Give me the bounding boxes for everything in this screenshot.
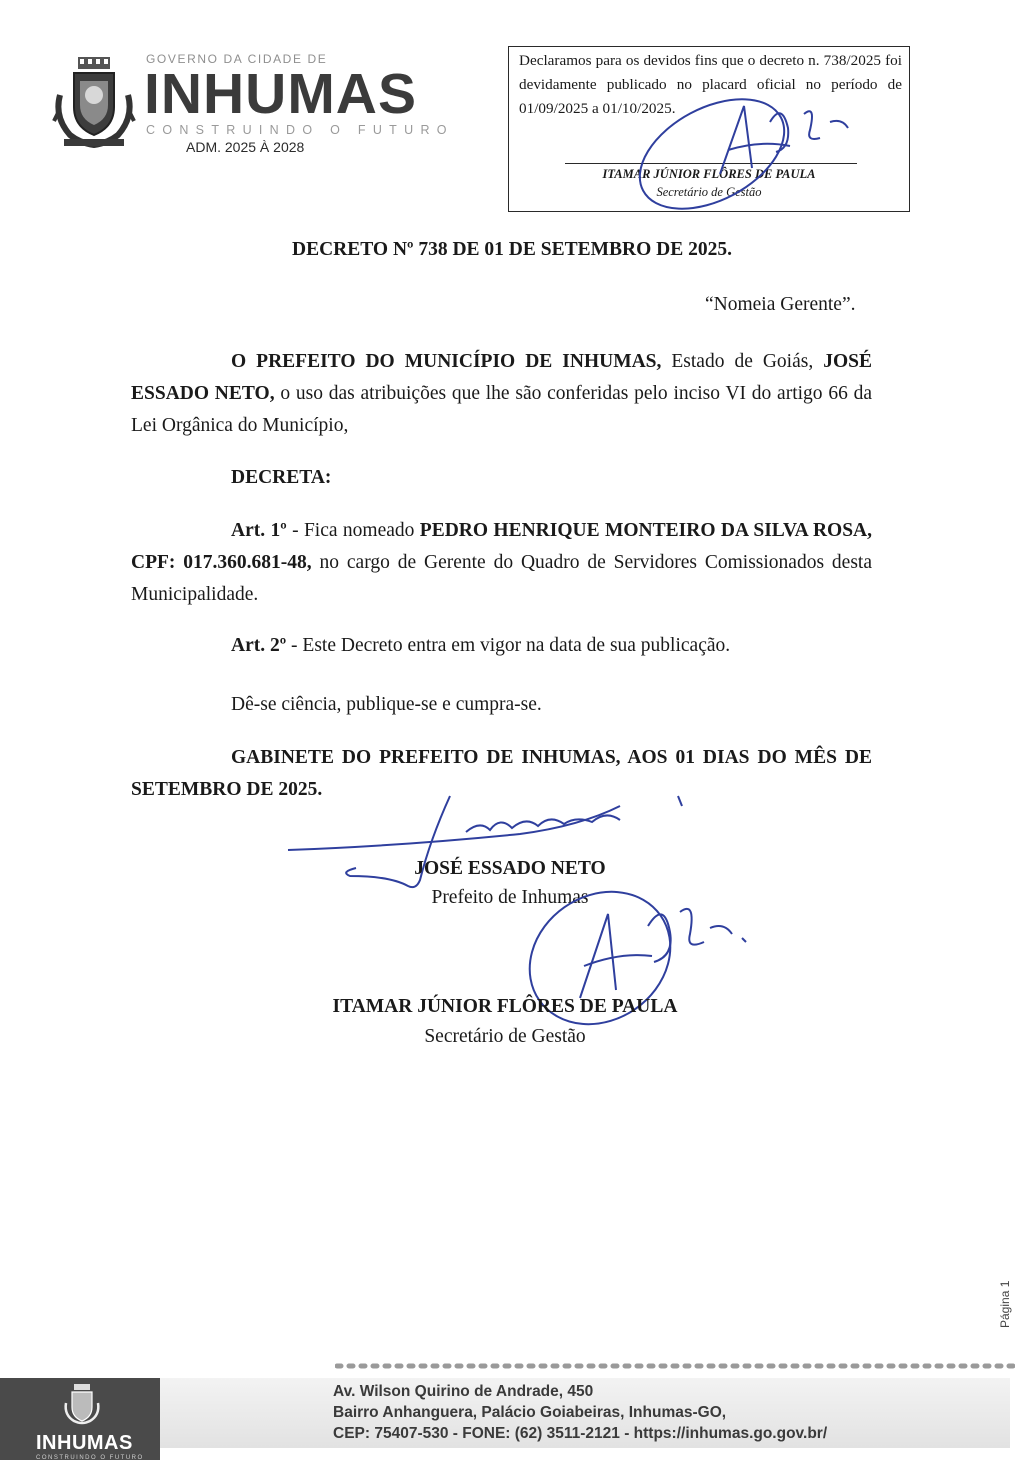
footer-logo-slogan: CONSTRUINDO O FUTURO [36, 1455, 144, 1461]
footer-address-district: Bairro Anhanguera, Palácio Goiabeiras, Inhumas-GO, [333, 1404, 727, 1421]
publication-certificate-box [508, 46, 910, 212]
mayor-name: JOSÉ ESSADO NETO [414, 858, 606, 879]
page-number-text: Página 1 [998, 1280, 1012, 1328]
footer-logo-name: INHUMAS [36, 1432, 133, 1454]
closing-statement: GABINETE DO PREFEITO DE INHUMAS, AOS 01 DIAS DO MÊS DE SETEMBRO DE 2025. [131, 747, 872, 800]
decreta-heading: DECRETA: [231, 467, 332, 488]
logo-city-name: INHUMAS [144, 62, 417, 126]
certificate-signature-line [565, 163, 857, 164]
preamble-authority: O PREFEITO DO MUNICÍPIO DE INHUMAS, [231, 351, 662, 372]
footer-coat-of-arms-icon [62, 1383, 102, 1427]
footer-dotted-rule [335, 1362, 1015, 1370]
decree-epigraph: “Nomeia Gerente”. [705, 294, 856, 315]
certificate-signer-name: ITAMAR JÚNIOR FLÔRES DE PAULA [602, 167, 816, 181]
preamble-legal-basis: o uso das atribuições que lhe são conferidas pelo inciso VI do artigo 66 da Lei Orgânica do Município, [131, 383, 872, 436]
logo-slogan: CONSTRUINDO O FUTURO [146, 123, 454, 137]
article-1-paragraph [131, 515, 872, 611]
article-1-position: no cargo de Gerente do Quadro de Servidores Comissionados desta Municipalidade. [131, 552, 872, 605]
mayor-role: Prefeito de Inhumas [431, 887, 589, 908]
article-2-paragraph [131, 630, 872, 662]
page-number-label [990, 1250, 1016, 1330]
footer-address-street: Av. Wilson Quirino de Andrade, 450 [333, 1383, 594, 1400]
publication-clause: Dê-se ciência, publique-se e cumpra-se. [231, 694, 542, 715]
secretary-name: ITAMAR JÚNIOR FLÔRES DE PAULA [332, 996, 678, 1017]
preamble-mayor-name: JOSÉ ESSADO NETO, [131, 351, 872, 404]
article-1-intro: - Fica nomeado [286, 520, 420, 541]
city-coat-of-arms-icon [52, 55, 136, 151]
secretary-role: Secretário de Gestão [424, 1026, 586, 1047]
logo-administration-period: ADM. 2025 À 2028 [186, 139, 305, 155]
logo-government-label: GOVERNO DA CIDADE DE [146, 52, 328, 66]
certificate-text: Declaramos para os devidos fins que o decreto n. 738/2025 foi devidamente publicado no placard oficial no período de 01/09/2025 a 01/10/2025. [519, 52, 902, 117]
preamble-paragraph [131, 346, 872, 442]
article-1-appointee: PEDRO HENRIQUE MONTEIRO DA SILVA ROSA, CPF: 017.360.681-48, [131, 520, 873, 573]
preamble-state: Estado de Goiás, [661, 351, 824, 372]
certificate-signer-role: Secretário de Gestão [656, 185, 762, 199]
article-2-text: - Este Decreto entra em vigor na data de sua publicação. [286, 635, 731, 656]
decree-title: DECRETO Nº 738 DE 01 DE SETEMBRO DE 2025. [291, 239, 733, 260]
article-1-label: Art. 1º [231, 520, 287, 541]
footer-contact-line: CEP: 75407-530 - FONE: (62) 3511-2121 - https://inhumas.go.gov.br/ [333, 1425, 828, 1442]
article-2-label: Art. 2º [231, 635, 287, 656]
